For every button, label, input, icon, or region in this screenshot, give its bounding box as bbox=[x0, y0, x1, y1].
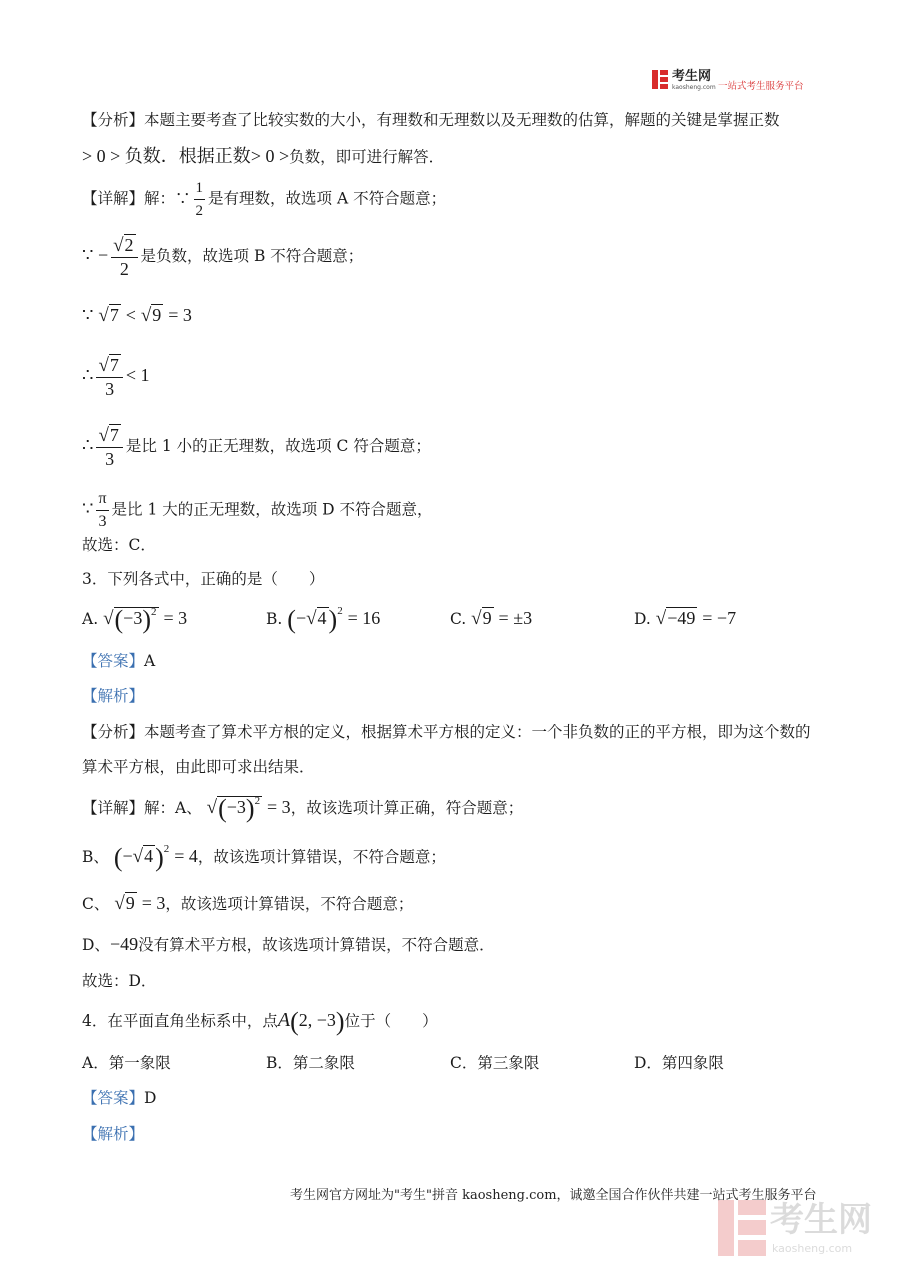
q2-analysis-line-2 bbox=[82, 146, 444, 167]
exponent: 2 bbox=[254, 795, 261, 807]
q4-option-d: D．第四象限 bbox=[634, 1054, 724, 1072]
q4-answer bbox=[82, 1088, 156, 1108]
exponent: 2 bbox=[163, 843, 170, 855]
detail-prefix: ∵ − bbox=[82, 245, 109, 265]
detail-text: 没有算术平方根，故该选项计算错误，不符合题意． bbox=[138, 936, 495, 954]
q3-answer bbox=[82, 651, 155, 671]
answer-tag: 【答案】 bbox=[82, 1089, 145, 1107]
sqrt-7: 7 bbox=[109, 305, 119, 325]
detail-prefix: 解：∵ bbox=[144, 189, 191, 208]
option-b-inner: 4 bbox=[317, 608, 327, 628]
q2-detail-line-2 bbox=[82, 234, 363, 280]
q3-detail-a: 【详解】解：A、 $√(-3)^2 = 3$，故该选项计算正确，符合题意； bbox=[82, 793, 524, 823]
option-c-result: = ±3 bbox=[498, 608, 533, 628]
header-slogan: 一站式考生服务平台 bbox=[718, 81, 804, 92]
q4-explain-tag: 【解析】 bbox=[82, 1125, 145, 1143]
q4-option-b: B．第二象限 bbox=[266, 1054, 355, 1072]
analysis-tag: 【分析】 bbox=[82, 723, 145, 741]
answer-value: A bbox=[144, 652, 156, 670]
watermark-url: kaosheng.com bbox=[772, 1242, 853, 1255]
footer-text: 考生网官方网址为"考生"拼音 kaosheng.com，诚邀全国合作伙伴共建一站式考生服务平台 bbox=[290, 1188, 817, 1203]
exponent: 2 bbox=[337, 605, 343, 617]
q2-analysis-text-2a: > 0 > 负数．根据正数 bbox=[82, 146, 251, 166]
option-a-inner: −3 bbox=[123, 608, 143, 628]
option-label: D. bbox=[634, 610, 651, 628]
sqrt-9: 9 bbox=[152, 305, 162, 325]
fraction-pi-over-3 bbox=[96, 488, 108, 533]
fraction-sqrt2-over-2: $\frac{√2}{2}$ bbox=[111, 234, 137, 280]
answer-tag: 【答案】 bbox=[82, 652, 145, 670]
option-d-result: = −7 bbox=[702, 608, 737, 628]
option-label: A. bbox=[82, 610, 99, 628]
logo-text: 考生网 bbox=[672, 69, 712, 84]
q2-analysis-text-1: 本题主要考查了比较实数的大小，有理数和无理数以及无理数的估算，解题的关键是掌握正数 bbox=[144, 111, 780, 129]
q2-analysis-line-1 bbox=[82, 110, 780, 130]
frac-den: 2 bbox=[195, 203, 204, 219]
watermark-logo-icon bbox=[718, 1200, 766, 1256]
q2-analysis-text-2b: > 0 > bbox=[250, 146, 290, 166]
less-than: < bbox=[125, 305, 136, 325]
detail-result: = 3 bbox=[267, 797, 291, 817]
option-label: B. bbox=[266, 610, 283, 628]
detail-text: ，故该选项计算正确，符合题意； bbox=[290, 799, 524, 817]
q3-detail-d bbox=[82, 934, 495, 955]
analysis-tag: 【分析】 bbox=[82, 111, 145, 129]
detail-prefix: C、 bbox=[82, 895, 110, 913]
q2-conclusion: 故选：C． bbox=[82, 536, 156, 554]
q2-detail-line-5 bbox=[82, 424, 431, 470]
q2-detail-line-1 bbox=[82, 177, 446, 222]
detail-inner: 9 bbox=[125, 893, 135, 913]
q2-detail-line-3: ∵ √7 < √9 = 3 bbox=[82, 305, 192, 326]
frac-den: 3 bbox=[105, 449, 115, 469]
detail-result: = 4 bbox=[174, 846, 198, 866]
detail-result: = 3 bbox=[141, 893, 166, 913]
detail-tag: 【详解】 bbox=[82, 799, 145, 817]
detail-text: ，故该选项计算错误，不符合题意； bbox=[165, 895, 414, 913]
sqrt-content: 7 bbox=[109, 355, 119, 375]
q3-detail-c: C、 √9 = 3，故该选项计算错误，不符合题意； bbox=[82, 893, 414, 914]
point-coords: 2, −3 bbox=[298, 1010, 336, 1030]
fraction-half bbox=[194, 177, 206, 222]
watermark bbox=[718, 1200, 878, 1260]
q3-option-a: A. $√(-3)^2 = 3$ bbox=[82, 604, 188, 634]
q2-analysis-text-2c: 负数，即可进行解答． bbox=[289, 148, 445, 166]
because-symbol: ∵ bbox=[82, 498, 94, 519]
q3-option-b: B. $(-√4)^2 = 16$ bbox=[266, 604, 381, 634]
therefore-symbol: ∴ bbox=[82, 435, 94, 455]
option-label: C. bbox=[450, 610, 467, 628]
q4-stem-tail: 位于（ ） bbox=[344, 1012, 438, 1030]
detail-number: −49 bbox=[109, 934, 139, 954]
q3-option-d: D. √−49 = −7 bbox=[634, 608, 737, 629]
q3-analysis-text-1: 本题考查了算术平方根的定义，根据算术平方根的定义：一个非负数的正的平方根，即为这个数的 bbox=[144, 723, 811, 741]
detail-text: 是负数，故选项 B 不符合题意； bbox=[140, 247, 364, 265]
detail-text: 是有理数，故选项 A 不符合题意； bbox=[208, 189, 447, 208]
kaosheng-logo-icon bbox=[652, 70, 668, 89]
frac-den: 2 bbox=[119, 259, 129, 279]
q3-option-c: C. √9 = ±3 bbox=[450, 608, 533, 629]
frac-den: 3 bbox=[105, 379, 115, 399]
fraction-sqrt7-over-3: $\frac{√7}{3}$ bbox=[96, 354, 122, 400]
therefore-symbol: ∴ bbox=[82, 365, 94, 385]
less-than-1: < 1 bbox=[125, 365, 150, 385]
detail-tag: 【详解】 bbox=[82, 189, 145, 208]
q4-option-c: C．第三象限 bbox=[450, 1054, 540, 1072]
fraction-sqrt7-over-3: $\frac{√7}{3}$ bbox=[96, 424, 122, 470]
q3-analysis-line-1 bbox=[82, 722, 811, 742]
q2-detail-line-4 bbox=[82, 354, 150, 400]
answer-value: D bbox=[144, 1089, 157, 1107]
exponent: 2 bbox=[151, 606, 157, 618]
detail-text: 是比 1 大的正无理数，故选项 D 不符合题意， bbox=[111, 500, 433, 519]
option-c-inner: 9 bbox=[482, 608, 492, 628]
detail-inner: −3 bbox=[226, 797, 246, 817]
option-b-result: = 16 bbox=[347, 608, 381, 628]
q2-detail-line-6 bbox=[82, 488, 433, 533]
frac-num: π bbox=[96, 488, 108, 511]
q3-stem: 3．下列各式中，正确的是（ ） bbox=[82, 570, 325, 588]
q3-analysis-line-2: 算术平方根，由此即可求出结果． bbox=[82, 758, 315, 776]
option-d-inner: −49 bbox=[667, 608, 696, 628]
detail-inner: 4 bbox=[144, 846, 154, 866]
q3-explain-tag: 【解析】 bbox=[82, 687, 145, 705]
q4-stem-text: 4．在平面直角坐标系中，点 bbox=[82, 1012, 278, 1030]
watermark-text: 考生网 bbox=[770, 1200, 872, 1240]
frac-den: 3 bbox=[98, 513, 107, 530]
sqrt-content: 7 bbox=[109, 425, 119, 445]
point-label: A bbox=[277, 1009, 291, 1031]
detail-prefix: D、 bbox=[82, 936, 110, 954]
detail-prefix: 解：A、 bbox=[144, 799, 202, 817]
q4-option-a: A．第一象限 bbox=[82, 1054, 171, 1072]
q3-detail-b: B、 $(-√4)^2 = 4$，故该选项计算错误，不符合题意； bbox=[82, 842, 446, 872]
detail-prefix: ∵ bbox=[82, 305, 94, 325]
equals-3: = 3 bbox=[168, 305, 192, 325]
detail-prefix: B、 bbox=[82, 848, 109, 866]
q3-conclusion: 故选：D． bbox=[82, 972, 157, 990]
sqrt-content: 2 bbox=[124, 235, 134, 255]
option-a-result: = 3 bbox=[163, 608, 188, 628]
frac-num: 1 bbox=[194, 177, 206, 200]
minus-sign: − bbox=[295, 608, 307, 628]
logo-url: kaosheng.com bbox=[672, 84, 716, 91]
minus-sign: − bbox=[122, 846, 133, 866]
q4-stem: 4．在平面直角坐标系中，点A(2, −3)位于（ ） bbox=[82, 1006, 438, 1036]
detail-text: 是比 1 小的正无理数，故选项 C 符合题意； bbox=[125, 437, 431, 455]
detail-text: ，故该选项计算错误，不符合题意； bbox=[197, 848, 446, 866]
